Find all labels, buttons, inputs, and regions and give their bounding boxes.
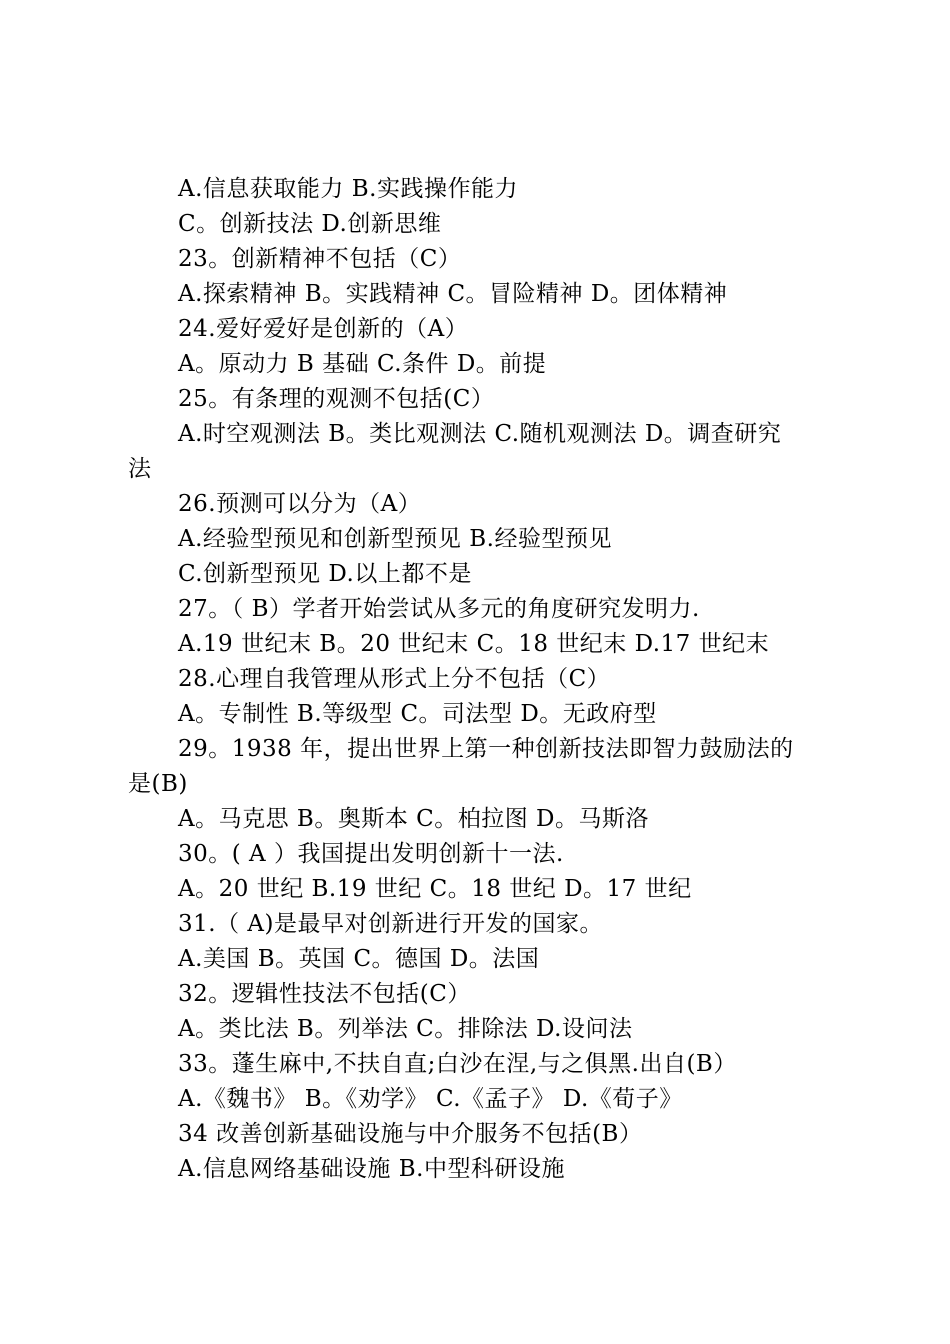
question-23: 23。创新精神不包括（C） <box>178 246 462 272</box>
options-25: A.时空观测法 B。类比观测法 C.随机观测法 D。调查研究 <box>178 421 782 447</box>
question-27: 27。（ B）学者开始尝试从多元的角度研究发明力. <box>178 596 700 622</box>
options-28: A。专制性 B.等级型 C。司法型 D。无政府型 <box>178 701 657 727</box>
options-27: A.19 世纪末 B。20 世纪末 C。18 世纪末 D.17 世纪末 <box>178 631 770 657</box>
options-34: A.信息网络基础设施 B.中型科研设施 <box>178 1156 565 1182</box>
options-24: A。原动力 B 基础 C.条件 D。前提 <box>178 351 547 377</box>
question-25: 25。有条理的观测不包括(C） <box>178 386 495 412</box>
question-31: 31.（ A)是最早对创新进行开发的国家。 <box>178 911 603 937</box>
options-33: A.《魏书》 B。《劝学》 C.《孟子》 D.《荀子》 <box>178 1086 683 1112</box>
options-32: A。类比法 B。列举法 C。排除法 D.设问法 <box>178 1016 633 1042</box>
options-26-a: A.经验型预见和创新型预见 B.经验型预见 <box>178 526 612 552</box>
question-34: 34 改善创新基础设施与中介服务不包括(B） <box>178 1121 643 1147</box>
question-33: 33。蓬生麻中,不扶自直;白沙在涅,与之俱黑.出自(B） <box>178 1051 737 1077</box>
options-23: A.探索精神 B。实践精神 C。冒险精神 D。团体精神 <box>178 281 728 307</box>
question-24: 24.爱好爱好是创新的（A） <box>178 316 469 342</box>
options-25-continued: 法 <box>128 456 152 482</box>
question-32: 32。逻辑性技法不包括(C） <box>178 981 471 1007</box>
options-31: A.美国 B。英国 C。德国 D。法国 <box>178 946 540 972</box>
line-1: A.信息获取能力 B.实践操作能力 <box>178 176 518 202</box>
question-29: 29。1938 年，提出世界上第一种创新技法即智力鼓励法的 <box>178 736 794 762</box>
question-29-continued: 是(B) <box>128 771 188 797</box>
question-26: 26.预测可以分为（A） <box>178 491 422 517</box>
question-list <box>128 172 833 1187</box>
line-2: C。创新技法 D.创新思维 <box>178 211 442 237</box>
question-30: 30。( A ）我国提出发明创新十一法. <box>178 841 564 867</box>
options-29: A。马克思 B。奥斯本 C。柏拉图 D。马斯洛 <box>178 806 649 832</box>
question-28: 28.心理自我管理从形式上分不包括（C） <box>178 666 611 692</box>
options-26-b: C.创新型预见 D.以上都不是 <box>178 561 472 587</box>
options-30: A。20 世纪 B.19 世纪 C。18 世纪 D。17 世纪 <box>178 876 692 902</box>
